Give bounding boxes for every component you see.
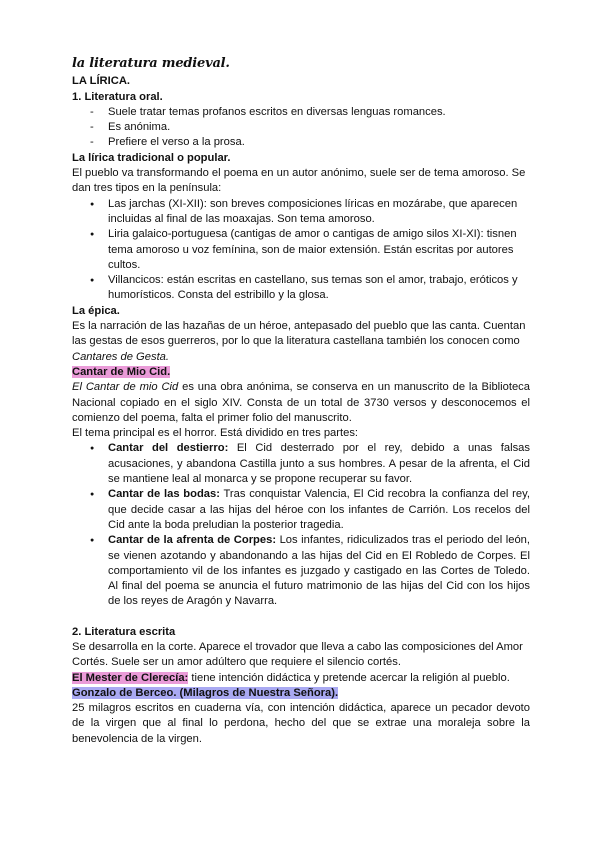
spacer xyxy=(72,610,530,625)
list-item: - Prefiere el verso a la prosa. xyxy=(72,135,530,150)
list-item xyxy=(72,441,530,487)
tradicional-intro: El pueblo va transformando el poema en un autor anónimo, suele ser de tema amoroso. Se dan tres tipos en la península: xyxy=(72,167,526,195)
epica-heading: La épica. xyxy=(72,304,120,317)
part-text: El Cid desterrado por el rey, debido a unas falsas acusaciones, y abandona Castilla junto a sus hombres. A pesar de la afrenta, el Cid se mantiene leal al monarca y se propone recuperar su favor. xyxy=(108,442,530,486)
list-item: ● Las jarchas (XI-XII): son breves composiciones líricas en mozárabe, que aparecen incluidas al final de las moaxajas. Son tema amoroso. xyxy=(72,197,530,228)
berceo-heading: Gonzalo de Berceo. (Milagros de Nuestra Señora). xyxy=(72,686,339,699)
part-label: Cantar de la afrenta de Corpes: xyxy=(108,534,277,547)
part-text: Los infantes, ridiculizados tras el periodo del león, se vienen azotando y abandonando a las hijas del Cid en El Robledo de Corpes. El comportamiento vil de los infantes es juzgado y castigado en las Cortes de Toledo. Al final del poema se anuncia el futuro matrimonio de las hijas del Cid con los hijos de los reyes de Aragón y Navarra. xyxy=(108,534,530,608)
cid-title-italic: El Cantar de mio Cid xyxy=(72,381,179,394)
mester-label: El Mester de Clerecía: xyxy=(72,671,189,684)
document-title: la literatura medieval. xyxy=(72,56,230,71)
part-text: Tras conquistar Valencia, El Cid recobra la confianza del rey, que decide casar a las hijas del héroe con los infantes de Carrión. Los recelos del Cid ante la boda preludian la posterior tragedia. xyxy=(108,488,530,531)
list-item: ● Villancicos: están escritas en castellano, sus temas son el amor, trabajo, eróticos y humorísticos. Consta del estribillo y la glosa. xyxy=(72,273,530,304)
escrita-heading: 2. Literatura escrita xyxy=(72,625,176,638)
cid-theme: El tema principal es el horror. Está dividido en tres partes: xyxy=(72,427,359,440)
epica-italic: Cantares de Gesta. xyxy=(72,350,170,363)
oral-list xyxy=(72,105,530,151)
tradicional-list xyxy=(72,197,530,304)
cid-parts-list xyxy=(72,441,530,609)
epica-text: Es la narración de las hazañas de un héroe, antepasado del pueblo que las canta. Cuentan las gestas de esos guerreros, por lo que la literatura castellana también los conocen como xyxy=(72,320,526,348)
cid-heading: Cantar de Mio Cid. xyxy=(72,365,171,378)
epica-paragraph xyxy=(72,319,530,365)
list-item: - Suele tratar temas profanos escritos en diversas lenguas romances. xyxy=(72,105,530,120)
cid-paragraph xyxy=(72,380,530,426)
list-item: - Es anónima. xyxy=(72,120,530,135)
mester-text: tiene intención didáctica y pretende acercar la religión al pueblo. xyxy=(188,671,510,684)
part-label: Cantar del destierro: xyxy=(108,442,229,455)
list-item xyxy=(72,487,530,533)
list-item xyxy=(72,533,530,609)
cid-text: es una obra anónima, se conserva en un manuscrito de la Biblioteca Nacional copiado en el siglo XIV. Consta de un total de 3730 versos y desconocemos el comienzo del poema, falta el primer folio del manuscrito. xyxy=(72,381,530,424)
escrita-paragraph: Se desarrolla en la corte. Aparece el trovador que lleva a cabo las composiciones del Amor Cortés. Suele ser un amor adúltero que requiere el silencio cortés. xyxy=(72,640,523,669)
oral-heading: 1. Literatura oral. xyxy=(72,90,163,103)
lirica-heading: LA LÍRICA. xyxy=(72,75,131,88)
mester-line xyxy=(72,671,530,686)
part-label: Cantar de las bodas: xyxy=(108,488,220,501)
berceo-paragraph: 25 milagros escritos en cuaderna vía, con intención didáctica, aparece un pecador devoto de la virgen que al final lo perdona, hecho del que se extrae una moraleja sobre la benevolencia de la virgen. xyxy=(72,702,530,745)
list-item: ● Liria galaico-portuguesa (cantigas de amor o cantigas de amigo silos XI-XI): tisnen tema amoroso u voz femínina, son de maior extensión. Están escritas por autores cultos. xyxy=(72,227,530,273)
tradicional-heading: La lírica tradicional o popular. xyxy=(72,151,231,164)
document-page xyxy=(72,56,530,747)
